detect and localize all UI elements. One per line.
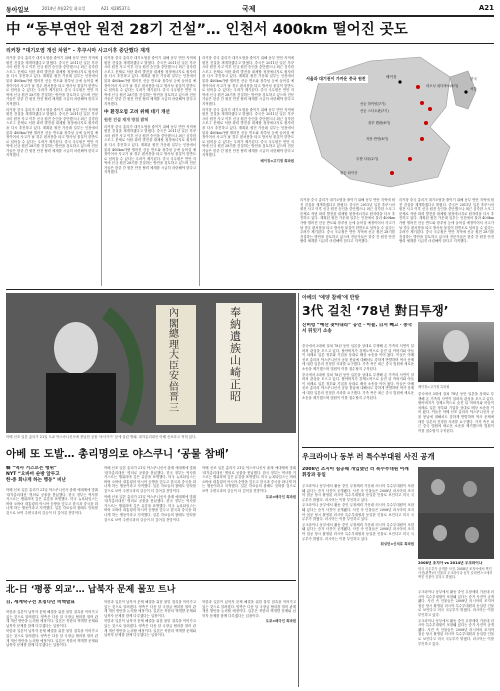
feature-body-col-2: 중국에서 3대에 걸쳐 78년 동안 일본을 상대로 투쟁해 온 가족의 사연이 알려져 관심을 모으고 있다. 할아버지가 강제노역으로 숨진 뒤 아버지와 아들이 차례로 일본 정부와 기업을 상대로 배상 소송을 이어 왔다. 이들은 아베 신조 총리의 야스쿠니신사 공물 봉납에 대해서도 강하게 반발하며 역사 문제에 대한 일본의 진정한 사과를 요구했다. 가족 측은 최근 중국 법원에 새로운 소송을 제기했으며 법원이 이를 접수할지 주목된다. bbox=[418, 392, 494, 433]
lead-box-text: 원전 건설 재개 방침 밝혀 bbox=[104, 116, 149, 122]
nk-body-col-3: 북한과 일본이 납북자 문제 해결을 위한 물밑 접촉을 이어가고 있는 것으로 알려졌다. 양측은 다음 달 국장급 협의를 열어 관계 개선 방안을 논의할 예정이다. 일본은 북한의 핵개발 문제와 납북자 문제를 함께 다루겠다는 입장이다. 도쿄=배극인 특파원 bbox=[202, 600, 296, 624]
portrait-illustration bbox=[418, 322, 494, 382]
abe-headline bbox=[6, 447, 296, 461]
abe-subheads bbox=[6, 466, 98, 484]
abe-sub-1: 韓 “역사 거스르는 행위” bbox=[6, 466, 57, 471]
feature-portrait-photo bbox=[418, 322, 494, 382]
yasukuni-offering-photo bbox=[6, 293, 296, 433]
abe-body-col-1: 아베 신조 일본 총리가 21일 야스쿠니신사 춘계 예대제에 맞춰 '내각총리대신' 명의로 공물을 봉납했다. 한국 정부는 역사를 거스르는 행위라며 깊은 유감을 표명했다. 미국 뉴욕타임스는 버락 오바마 대통령의 아시아 순방을 앞두고 한국과 중국을 화나게 하는 행동이라고 지적했다. 일본 각료들의 참배도 잇따를 것으로 보여 주변국과의 갈등이 더 깊어질 전망이다. bbox=[6, 488, 98, 515]
lead-body-col-1: 리커창 중국 총리가 대기오염을 줄이기 위해 동부 연안 지역에 원전 건설을 재개하겠다고 밝혔다. 중국은 2011년 일본 후쿠시마 원전 사고 이후 신규 원전 승인을 중단했으나 최근 심각한 스모그 문제로 석탄 화력 발전을 대체할 청정에너지로 원자력을 다시 추진하고 있다. 계획된 원전 가운데 일부는 인천에서 불과 400km가량 떨어진 산둥 반도와 장쑤성 등에 들어설 예정이어서 사고가 날 경우 편서풍을 타고 방사성 물질이 한반도로 넘어올 수 있다는 우려가 제기된다. 중국 국무원은 연안 지역에 신규 원전 28기를 건설하는 방안을 검토하고 있으며 전문가들은 한중 간 원전 안전 협력 체계를 시급히 마련해야 한다고 지적했다. 리커창 중국 총리가 대기오염을 줄이기 위해 동부 연안 지역에 원전 건설을 재개하겠다고 밝혔다. 중국은 2011년 일본 후쿠시마 원전 사고 이후 신규 원전 승인을 중단했으나 최근 심각한 스모그 문제로 석탄 화력 발전을 대체할 청정에너지로 원자력을 다시 추진하고 있다. 계획된 원전 가운데 일부는 인천에서 불과 400km가량 떨어진 산둥 반도와 장쑤성 등에 들어설 예정이어서 사고가 날 경우 편서풍을 타고 방사성 물질이 한반도로 넘어올 수 있다는 우려가 제기된다. 중국 국무원은 연안 지역에 신규 원전 28기를 건설하는 방안을 검토하고 있으며 전문가들은 한중 간 원전 안전 협력 체계를 시급히 마련해야 한다고 지적했다. bbox=[6, 56, 98, 158]
issue-date: 2014년 4월22일 화요일 bbox=[42, 6, 86, 11]
map-graphic bbox=[300, 47, 494, 195]
lead-byline: 베이징=고기정 특파원 bbox=[260, 159, 294, 164]
ukraine-headline: 우크라이나 동부 러 특수부대원 사진 공개 bbox=[302, 452, 435, 461]
placard-text: 奉納 遺族 山崎正昭 bbox=[230, 306, 241, 403]
section-rule bbox=[302, 447, 494, 448]
ukraine-photo-title: 2008년 조지아 vs 2014년 우크라이나 bbox=[418, 561, 483, 565]
map-label: 산둥 하이양(7기) bbox=[360, 102, 386, 106]
photo-caption: 아베 신조 일본 총리가 21일 도쿄 야스쿠니신사에 봉납한 공물 '마사카키' 앞에 걸린 명패. 내각총리대신 아베 신조라고 적혀 있다. bbox=[6, 435, 197, 439]
paper-name: 동아일보 bbox=[6, 7, 30, 14]
page-number: A21 bbox=[478, 4, 494, 12]
ukraine-soldiers-photo bbox=[418, 467, 494, 559]
masthead bbox=[6, 4, 494, 14]
section-rule bbox=[6, 580, 296, 581]
nk-subhead: 日, 세계탁구선 호칭다던 비핵발표 bbox=[6, 600, 75, 605]
nuclear-plant-map bbox=[300, 47, 494, 195]
map-label: 푸젠 샤푸(2기) bbox=[356, 157, 379, 161]
column-divider bbox=[101, 56, 102, 286]
issue-number: A21 제28537호 bbox=[101, 6, 131, 11]
masthead-rule bbox=[6, 15, 494, 17]
abe-byline: 도쿄=배극인 특파원 bbox=[265, 494, 296, 499]
map-label: 랴오닝 쉬다바오(6기) bbox=[426, 84, 459, 88]
soldiers-illustration bbox=[418, 467, 494, 559]
feature-headline: 3代 걸친 ‘78년 對日투쟁’ bbox=[302, 303, 449, 318]
abe-headline-jp: 야스쿠니 ‘공물 참배’ bbox=[132, 448, 229, 460]
abe-sub-3: 한·중 화나게 하는 행동” 비난 bbox=[6, 478, 66, 483]
ukraine-body-col-2: 우크라이나 동부에서 활동 중인 무장세력 가운데 러시아 특수부대원이 포함돼 있다는 증거 사진이 공개됐다. 사진 속 인물들은 2008년 러시아의 조지아 침공 당시 촬영된 러시아 특수부대원과 동일한 인물로 보인다고 미국 국무부가 밝혔다. 러시아는 이를 부인하고 있다. 우크라이나 동부에서 활동 중인 무장세력 가운데 러시아 특수부대원이 포함돼 있다는 증거 사진이 공개됐다. 사진 속 인물들은 2008년 러시아의 조지아 침공 당시 촬영된 러시아 특수부대원과 동일한 인물로 보인다고 미국 국무부가 밝혔다. 러시아는 이를 부인하고 있다. bbox=[418, 590, 494, 646]
lead-body-col-3: 리커창 중국 총리가 대기오염을 줄이기 위해 동부 연안 지역에 원전 건설을 재개하겠다고 밝혔다. 중국은 2011년 일본 후쿠시마 원전 사고 이후 신규 원전 승인을 중단했으나 최근 심각한 스모그 문제로 석탄 화력 발전을 대체할 청정에너지로 원자력을 다시 추진하고 있다. 계획된 원전 가운데 일부는 인천에서 불과 400km가량 떨어진 산둥 반도와 장쑤성 등에 들어설 예정이어서 사고가 날 경우 편서풍을 타고 방사성 물질이 한반도로 넘어올 수 있다는 우려가 제기된다. 중국 국무원은 연안 지역에 신규 원전 28기를 건설하는 방안을 검토하고 있으며 전문가들은 한중 간 원전 안전 협력 체계를 시급히 마련해야 한다고 지적했다. 리커창 중국 총리가 대기오염을 줄이기 위해 동부 연안 지역에 원전 건설을 재개하겠다고 밝혔다. 중국은 2011년 일본 후쿠시마 원전 사고 이후 신규 원전 승인을 중단했으나 최근 심각한 스모그 문제로 석탄 화력 발전을 대체할 청정에너지로 원자력을 다시 추진하고 있다. 계획된 원전 가운데 일부는 인천에서 불과 400km가량 떨어진 산둥 반도와 장쑤성 등에 들어설 예정이어서 사고가 날 경우 편서풍을 타고 방사성 물질이 한반도로 넘어올 수 있다는 우려가 제기된다. 중국 국무원은 연안 지역에 신규 원전 28기를 건설하는 방안을 검토하고 있으며 전문가들은 한중 간 원전 안전 협력 체계를 시급히 마련해야 한다고 지적했다. 베이징=고기정 특파원 bbox=[202, 56, 294, 164]
ukraine-byline: 워싱턴=신석호 특파원 bbox=[380, 542, 414, 547]
feature-photo-caption: 베이징=고기정 특파원 bbox=[418, 385, 450, 389]
placard-text: 內閣總理大臣 安倍晋三 bbox=[169, 308, 179, 414]
nk-headline: 北-日 ‘평풍 외교’… 납북자 문제 물꼬 트나 bbox=[6, 585, 176, 595]
lead-subhead: 리커창 “대기오염 개선 차원” – 후쿠시마 사고이후 중단했다 재개 bbox=[6, 48, 150, 54]
map-label: 서울 bbox=[470, 87, 477, 91]
photo-illustration bbox=[6, 293, 296, 433]
abe-body-col-2: 아베 신조 일본 총리가 21일 야스쿠니신사 춘계 예대제에 맞춰 '내각총리대신' 명의로 공물을 봉납했다. 한국 정부는 역사를 거스르는 행위라며 깊은 유감을 표명했다. 미국 뉴욕타임스는 버락 오바마 대통령의 아시아 순방을 앞두고 한국과 중국을 화나게 하는 행동이라고 지적했다. 일본 각료들의 참배도 잇따를 것으로 보여 주변국과의 갈등이 더 깊어질 전망이다. 아베 신조 일본 총리가 21일 야스쿠니신사 춘계 예대제에 맞춰 '내각총리대신' 명의로 공물을 봉납했다. 한국 정부는 역사를 거스르는 행위라며 깊은 유감을 표명했다. 미국 뉴욕타임스는 버락 오바마 대통령의 아시아 순방을 앞두고 한국과 중국을 화나게 하는 행동이라고 지적했다. 일본 각료들의 참배도 잇따를 것으로 보여 주변국과의 갈등이 더 깊어질 전망이다. bbox=[104, 466, 196, 522]
abe-body-col-3: 아베 신조 일본 총리가 21일 야스쿠니신사 춘계 예대제에 맞춰 '내각총리대신' 명의로 공물을 봉납했다. 한국 정부는 역사를 거스르는 행위라며 깊은 유감을 표명했다. 미국 뉴욕타임스는 버락 오바마 대통령의 아시아 순방을 앞두고 한국과 중국을 화나게 하는 행동이라고 지적했다. 일본 각료들의 참배도 잇따를 것으로 보여 주변국과의 갈등이 더 깊어질 전망이다. 도쿄=배극인 특파원 bbox=[202, 466, 296, 499]
feature-tag: 아베의 ‘예양 참배’에 반발 bbox=[302, 295, 360, 301]
map-label: 광둥 타이산 bbox=[340, 171, 358, 175]
ukraine-photo-caption: 미국 국무부가 공개한 사진. 2008년 조지아에서 찍힌 사진(왼쪽)의 인물과 우크라이나 동부 슬라뱐스크에서 찍힌 인물이 같다고 밝혔다. bbox=[418, 567, 493, 580]
map-label: 장쑤 톈완(6기) bbox=[368, 121, 391, 125]
section-name: 국제 bbox=[242, 5, 256, 13]
abe-sub-2: NYT “오바마 순방 앞두고 bbox=[6, 472, 60, 477]
ukraine-subhead: 2008년 조지아 침공때 개입했던 러 특수부대원 어깨 휘장과 동일 bbox=[302, 467, 409, 478]
column-divider bbox=[298, 293, 299, 687]
map-caption: 서울과 대기권이 가까운 중국 원전 bbox=[306, 76, 366, 81]
column-divider bbox=[199, 56, 200, 286]
map-label: 산둥 스다오완(7기) bbox=[360, 109, 389, 113]
nk-body-col-1: 북한과 일본이 납북자 문제 해결을 위한 물밑 접촉을 이어가고 있는 것으로 알려졌다. 양측은 다음 달 국장급 협의를 열어 관계 개선 방안을 논의할 예정이다. 일본은 북한의 핵개발 문제와 납북자 문제를 함께 다루겠다는 입장이다. 북한과 일본이 납북자 문제 해결을 위한 물밑 접촉을 이어가고 있는 것으로 알려졌다. 양측은 다음 달 국장급 협의를 열어 관계 개선 방안을 논의할 예정이다. 일본은 북한의 핵개발 문제와 납북자 문제를 함께 다루겠다는 입장이다. bbox=[6, 610, 98, 648]
nk-byline: 도쿄=배극인 특파원 bbox=[265, 619, 296, 624]
map-label: 한국 bbox=[470, 77, 477, 81]
ukraine-body-col-1: 우크라이나 동부에서 활동 중인 무장세력 가운데 러시아 특수부대원이 포함돼 있다는 증거 사진이 공개됐다. 사진 속 인물들은 2008년 러시아의 조지아 침공 당시 촬영된 러시아 특수부대원과 동일한 인물로 보인다고 미국 국무부가 밝혔다. 러시아는 이를 부인하고 있다. 우크라이나 동부에서 활동 중인 무장세력 가운데 러시아 특수부대원이 포함돼 있다는 증거 사진이 공개됐다. 사진 속 인물들은 2008년 러시아의 조지아 침공 당시 촬영된 러시아 특수부대원과 동일한 인물로 보인다고 미국 국무부가 밝혔다. 러시아는 이를 부인하고 있다. 우크라이나 동부에서 활동 중인 무장세력 가운데 러시아 특수부대원이 포함돼 있다는 증거 사진이 공개됐다. 사진 속 인물들은 2008년 러시아의 조지아 침공 당시 촬영된 러시아 특수부대원과 동일한 인물로 보인다고 미국 국무부가 밝혔다. 러시아는 이를 부인하고 있다. 워싱턴=신석호 특파원 bbox=[302, 484, 414, 547]
lead-body-col-5: 리커창 중국 총리가 대기오염을 줄이기 위해 동부 연안 지역에 원전 건설을 재개하겠다고 밝혔다. 중국은 2011년 일본 후쿠시마 원전 사고 이후 신규 원전 승인을 중단했으나 최근 심각한 스모그 문제로 석탄 화력 발전을 대체할 청정에너지로 원자력을 다시 추진하고 있다. 계획된 원전 가운데 일부는 인천에서 불과 400km가량 떨어진 산둥 반도와 장쑤성 등에 들어설 예정이어서 사고가 날 경우 편서풍을 타고 방사성 물질이 한반도로 넘어올 수 있다는 우려가 제기된다. 중국 국무원은 연안 지역에 신규 원전 28기를 건설하는 방안을 검토하고 있으며 전문가들은 한중 간 원전 안전 협력 체계를 시급히 마련해야 한다고 지적했다. bbox=[399, 198, 494, 244]
nk-body-col-2: 북한과 일본이 납북자 문제 해결을 위한 물밑 접촉을 이어가고 있는 것으로 알려졌다. 양측은 다음 달 국장급 협의를 열어 관계 개선 방안을 논의할 예정이다. 일본은 북한의 핵개발 문제와 납북자 문제를 함께 다루겠다는 입장이다. 북한과 일본이 납북자 문제 해결을 위한 물밑 접촉을 이어가고 있는 것으로 알려졌다. 양측은 다음 달 국장급 협의를 열어 관계 개선 방안을 논의할 예정이다. 일본은 북한의 핵개발 문제와 납북자 문제를 함께 다루겠다는 입장이다. bbox=[104, 600, 196, 638]
lead-body-col-4: 리커창 중국 총리가 대기오염을 줄이기 위해 동부 연안 지역에 원전 건설을 재개하겠다고 밝혔다. 중국은 2011년 일본 후쿠시마 원전 사고 이후 신규 원전 승인을 중단했으나 최근 심각한 스모그 문제로 석탄 화력 발전을 대체할 청정에너지로 원자력을 다시 추진하고 있다. 계획된 원전 가운데 일부는 인천에서 불과 400km가량 떨어진 산둥 반도와 장쑤성 등에 들어설 예정이어서 사고가 날 경우 편서풍을 타고 방사성 물질이 한반도로 넘어올 수 있다는 우려가 제기된다. 중국 국무원은 연안 지역에 신규 원전 28기를 건설하는 방안을 검토하고 있으며 전문가들은 한중 간 원전 안전 협력 체계를 시급히 마련해야 한다고 지적했다. bbox=[300, 198, 395, 244]
map-label: 베이징 bbox=[386, 75, 397, 79]
feature-subhead: 신버령 “예산 찾아내라” 공언 · 아들, 日서 빼고 · 중국서 뒤잇기 소송 bbox=[302, 323, 413, 334]
map-label: 저장 싼먼(6기) bbox=[366, 137, 389, 141]
lead-rule bbox=[6, 43, 494, 44]
lead-body-col-2: 리커창 중국 총리가 대기오염을 줄이기 위해 동부 연안 지역에 원전 건설을 재개하겠다고 밝혔다. 중국은 2011년 일본 후쿠시마 원전 사고 이후 신규 원전 승인을 중단했으나 최근 심각한 스모그 문제로 석탄 화력 발전을 대체할 청정에너지로 원자력을 다시 추진하고 있다. 계획된 원전 가운데 일부는 인천에서 불과 400km가량 떨어진 산둥 반도와 장쑤성 등에 들어설 예정이어서 사고가 날 경우 편서풍을 타고 방사성 물질이 한반도로 넘어올 수 있다는 우려가 제기된다. 중국 국무원은 연안 지역에 신규 원전 28기를 건설하는 방안을 검토하고 있으며 전문가들은 한중 간 원전 안전 협력 체계를 시급히 마련해야 한다고 지적했다. 中 환경오염 고려 위해 대기 개선 원전 건설 재개 방침 밝혀 리커창 중국 총리가 대기오염을 줄이기 위해 동부 연안 지역에 원전 건설을 재개하겠다고 밝혔다. 중국은 2011년 일본 후쿠시마 원전 사고 이후 신규 원전 승인을 중단했으나 최근 심각한 스모그 문제로 석탄 화력 발전을 대체할 청정에너지로 원자력을 다시 추진하고 있다. 계획된 원전 가운데 일부는 인천에서 불과 400km가량 떨어진 산둥 반도와 장쑤성 등에 들어설 예정이어서 사고가 날 경우 편서풍을 타고 방사성 물질이 한반도로 넘어올 수 있다는 우려가 제기된다. 중국 국무원은 연안 지역에 신규 원전 28기를 건설하는 방안을 검토하고 있으며 전문가들은 한중 간 원전 안전 협력 체계를 시급히 마련해야 한다고 지적했다. bbox=[104, 56, 196, 175]
lead-box-heading: 中 환경오염 고려 위해 대기 개선 bbox=[104, 109, 170, 115]
feature-body-col-1: 중국에서 3대에 걸쳐 78년 동안 일본을 상대로 투쟁해 온 가족의 사연이 알려져 관심을 모으고 있다. 할아버지가 강제노역으로 숨진 뒤 아버지와 아들이 차례로 일본 정부와 기업을 상대로 배상 소송을 이어 왔다. 이들은 아베 신조 총리의 야스쿠니신사 공물 봉납에 대해서도 강하게 반발하며 역사 문제에 대한 일본의 진정한 사과를 요구했다. 가족 측은 최근 중국 법원에 새로운 소송을 제기했으며 법원이 이를 접수할지 주목된다. 중국에서 3대에 걸쳐 78년 동안 일본을 상대로 투쟁해 온 가족의 사연이 알려져 관심을 모으고 있다. 할아버지가 강제노역으로 숨진 뒤 아버지와 아들이 차례로 일본 정부와 기업을 상대로 배상 소송을 이어 왔다. 이들은 아베 신조 총리의 야스쿠니신사 공물 봉납에 대해서도 강하게 반발하며 역사 문제에 대한 일본의 진정한 사과를 요구했다. 가족 측은 최근 중국 법원에 새로운 소송을 제기했으며 법원이 이를 접수할지 주목된다. bbox=[302, 344, 414, 400]
abe-headline-ko: 아베 또 도발… 총리명의로 bbox=[6, 448, 133, 460]
section-rule bbox=[6, 289, 494, 290]
lead-headline: 中 “동부연안 원전 28기 건설”… 인천서 400km 떨어진 곳도 bbox=[6, 22, 408, 38]
